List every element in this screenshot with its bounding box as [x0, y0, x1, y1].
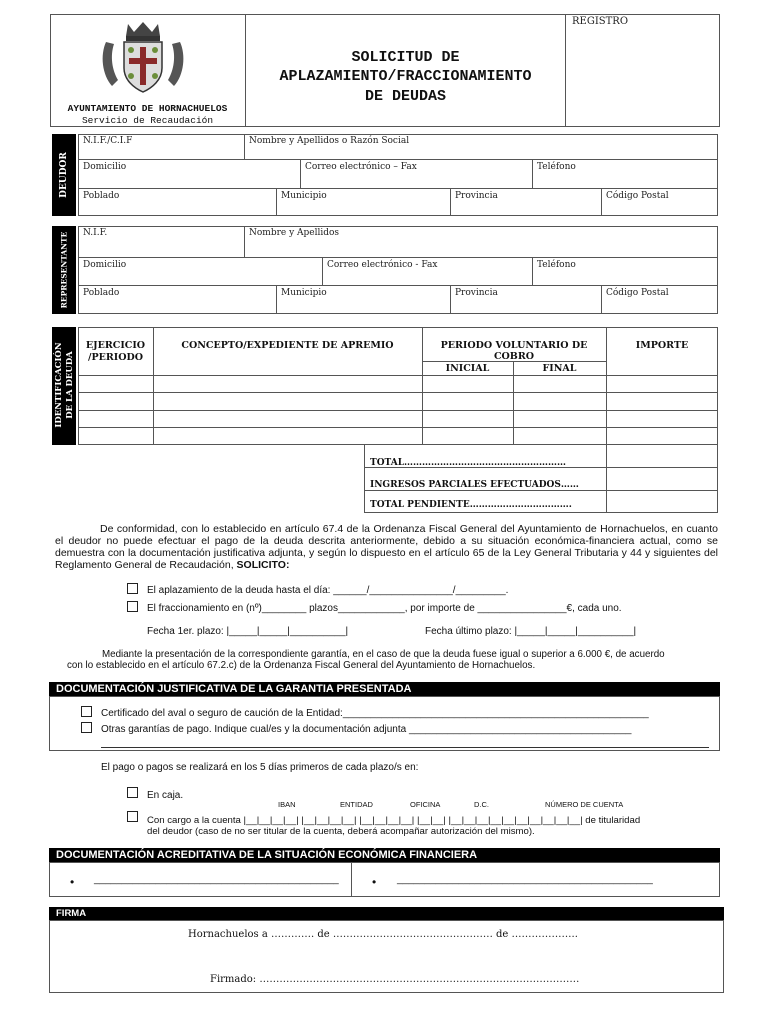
aplazamiento-checkbox[interactable]	[127, 583, 138, 594]
total-importe-field[interactable]	[606, 444, 718, 468]
org-service: Servicio de Recaudación	[81, 115, 214, 126]
garantia-line-2: con lo establecido en el artículo 67.2.c) de la Ordenanza Fiscal General del Ayuntamiento de Hornachuelos.	[67, 660, 536, 671]
deudor-poblado-field[interactable]: Poblado	[78, 188, 277, 216]
deudor-correo-field[interactable]: Correo electrónico – Fax	[300, 159, 533, 189]
fecha-primer-plazo[interactable]: Fecha 1er. plazo: |_____|_____|__________|	[147, 626, 349, 637]
doc-economica-header: DOCUMENTACIÓN ACREDITATIVA DE LA SITUACIÓN ECONÓMICA FINANCIERA	[49, 848, 720, 862]
representante-nombre-field[interactable]: Nombre y Apellidos	[244, 226, 718, 258]
deudor-nif-field[interactable]: N.I.F./C.I.F	[78, 134, 245, 160]
ingresos-row: INGRESOS PARCIALES EFECTUADOS……	[364, 467, 607, 491]
title-line-3: DE DEUDAS	[364, 88, 446, 105]
cargo-cuenta-checkbox[interactable]	[127, 811, 138, 822]
col-ejercicio-2: /PERIODO	[88, 352, 143, 363]
aplazamiento-label: El aplazamiento de la deuda hasta el día: ______/_______________/_________.	[147, 585, 509, 596]
deudor-provincia-field[interactable]: Provincia	[450, 188, 602, 216]
col-periodo-2: COBRO	[493, 351, 535, 362]
deuda-label-2: DE LA DEUDA	[65, 351, 75, 419]
entidad-label: ENTIDAD	[340, 800, 373, 809]
representante-nif-field[interactable]: N.I.F.	[78, 226, 245, 258]
conformidad-paragraph: De conformidad, con lo establecido en artículo 67.4 de la Ordenanza Fiscal General del Ayuntamiento de Hornachuelos, en cuanto el deudor no puede efectuar el pago de la deuda descrita anteriormente, debido a su situación económica-financiera actual, como se demuestra con la documentación justificativa adjunta, y según lo dispuesto en el artículo 65 de la Ley General Tributaria y 44 y siguientes del Reglamento General de Recaudación, SOLICITO:	[55, 523, 718, 571]
deudor-label: DEUDOR	[59, 152, 69, 198]
deuda-row-line	[78, 427, 718, 428]
org-name: AYUNTAMIENTO DE HORNACHUELOS	[67, 103, 228, 114]
garantia-line-1: Mediante la presentación de la correspondiente garantía, en el caso de que la deuda fuese igual o superior a 6.000 €, de acuerdo	[102, 649, 665, 660]
title-line-1: SOLICITUD DE	[351, 49, 460, 66]
cargo-cuenta-label-2: del deudor (caso de no ser titular de la cuenta, deberá acompañar autorización del mismo).	[147, 826, 535, 837]
representante-telefono-field[interactable]: Teléfono	[532, 257, 718, 286]
col-final: FINAL	[542, 363, 577, 374]
otras-garantias-checkbox[interactable]	[81, 722, 92, 733]
oficina-label: OFICINA	[410, 800, 441, 809]
representante-municipio-field[interactable]: Municipio	[276, 285, 451, 314]
representante-codigo-postal-field[interactable]: Código Postal	[601, 285, 718, 314]
firma-header: FIRMA	[49, 907, 724, 920]
col-inicial: INICIAL	[445, 363, 490, 374]
bullet-left: •	[70, 875, 75, 889]
representante-provincia-field[interactable]: Provincia	[450, 285, 602, 314]
pago-intro: El pago o pagos se realizará en los 5 días primeros de cada plazo/s en:	[101, 762, 419, 773]
deuda-label-1: IDENTIFICACIÓN	[54, 342, 64, 428]
total-row: TOTAL………………………………………………	[364, 444, 607, 468]
en-caja-checkbox[interactable]	[127, 787, 138, 798]
bullet-right: •	[372, 875, 377, 889]
deuda-row-line	[78, 375, 718, 376]
representante-poblado-field[interactable]: Poblado	[78, 285, 277, 314]
dc-label: D.C.	[474, 800, 489, 809]
representante-domicilio-field[interactable]: Domicilio	[78, 257, 323, 286]
fraccionamiento-label: El fraccionamiento en (nº)________ plazos____________, por importe de ________________€, cada uno.	[147, 603, 622, 614]
en-caja-label: En caja.	[147, 790, 184, 801]
deudor-domicilio-field[interactable]: Domicilio	[78, 159, 301, 189]
ingresos-importe-field[interactable]	[606, 467, 718, 491]
deudor-municipio-field[interactable]: Municipio	[276, 188, 451, 216]
firma-place-line[interactable]: Hornachuelos a …………. de ………………………………………… de ………………..	[188, 929, 578, 940]
deudor-nombre-field[interactable]: Nombre y Apellidos o Razón Social	[244, 134, 718, 160]
col-concepto: CONCEPTO/EXPEDIENTE DE APREMIO	[181, 340, 394, 351]
doc-economica-right-field[interactable]: ______________________________________________	[397, 874, 653, 885]
deudor-codigo-postal-field[interactable]: Código Postal	[601, 188, 718, 216]
col-ejercicio-1: EJERCICIO	[85, 340, 146, 351]
col-periodo-1: PERIODO VOLUNTARIO DE	[440, 340, 588, 351]
otras-garantias-label: Otras garantías de pago. Indique cual/es y la documentación adjunta ________________________________________	[101, 724, 632, 735]
firmado-line[interactable]: Firmado: ……………………………………………………………………………………	[210, 974, 580, 985]
coat-of-arms-logo	[98, 20, 188, 96]
deuda-row-line	[78, 410, 718, 411]
numero-cuenta-label: NÚMERO DE CUENTA	[545, 800, 624, 809]
deuda-row-line	[78, 392, 718, 393]
title-line-2: APLAZAMIENTO/FRACCIONAMIENTO	[279, 68, 532, 85]
fecha-ultimo-plazo[interactable]: Fecha último plazo: |_____|_____|__________|	[425, 626, 637, 637]
cargo-cuenta-label[interactable]: Con cargo a la cuenta |__|__|__|__| |__|__|__|__| |__|__|__|__| |__|__| |__|__|__|__|__|__|__|__|__|__| de titularidad	[147, 815, 641, 826]
representante-label: REPRESENTANTE	[59, 231, 69, 309]
deudor-telefono-field[interactable]: Teléfono	[532, 159, 718, 189]
doc-garantia-header: DOCUMENTACIÓN JUSTIFICATIVA DE LA GARANTIA PRESENTADA	[49, 682, 720, 696]
fraccionamiento-checkbox[interactable]	[127, 601, 138, 612]
pendiente-row: TOTAL PENDIENTE…………………………….	[364, 490, 607, 513]
certificado-checkbox[interactable]	[81, 706, 92, 717]
registro-label: REGISTRO	[572, 16, 629, 27]
doc-economica-left-field[interactable]: ____________________________________________	[94, 874, 339, 885]
iban-label: IBAN	[278, 800, 296, 809]
representante-correo-field[interactable]: Correo electrónico - Fax	[322, 257, 533, 286]
pendiente-importe-field[interactable]	[606, 490, 718, 513]
header-divider-2	[565, 14, 566, 127]
otras-garantias-extra-line[interactable]	[101, 747, 709, 748]
certificado-label: Certificado del aval o seguro de caución de la Entidad:_______________________________________________________	[101, 708, 649, 719]
col-importe: IMPORTE	[635, 340, 689, 351]
